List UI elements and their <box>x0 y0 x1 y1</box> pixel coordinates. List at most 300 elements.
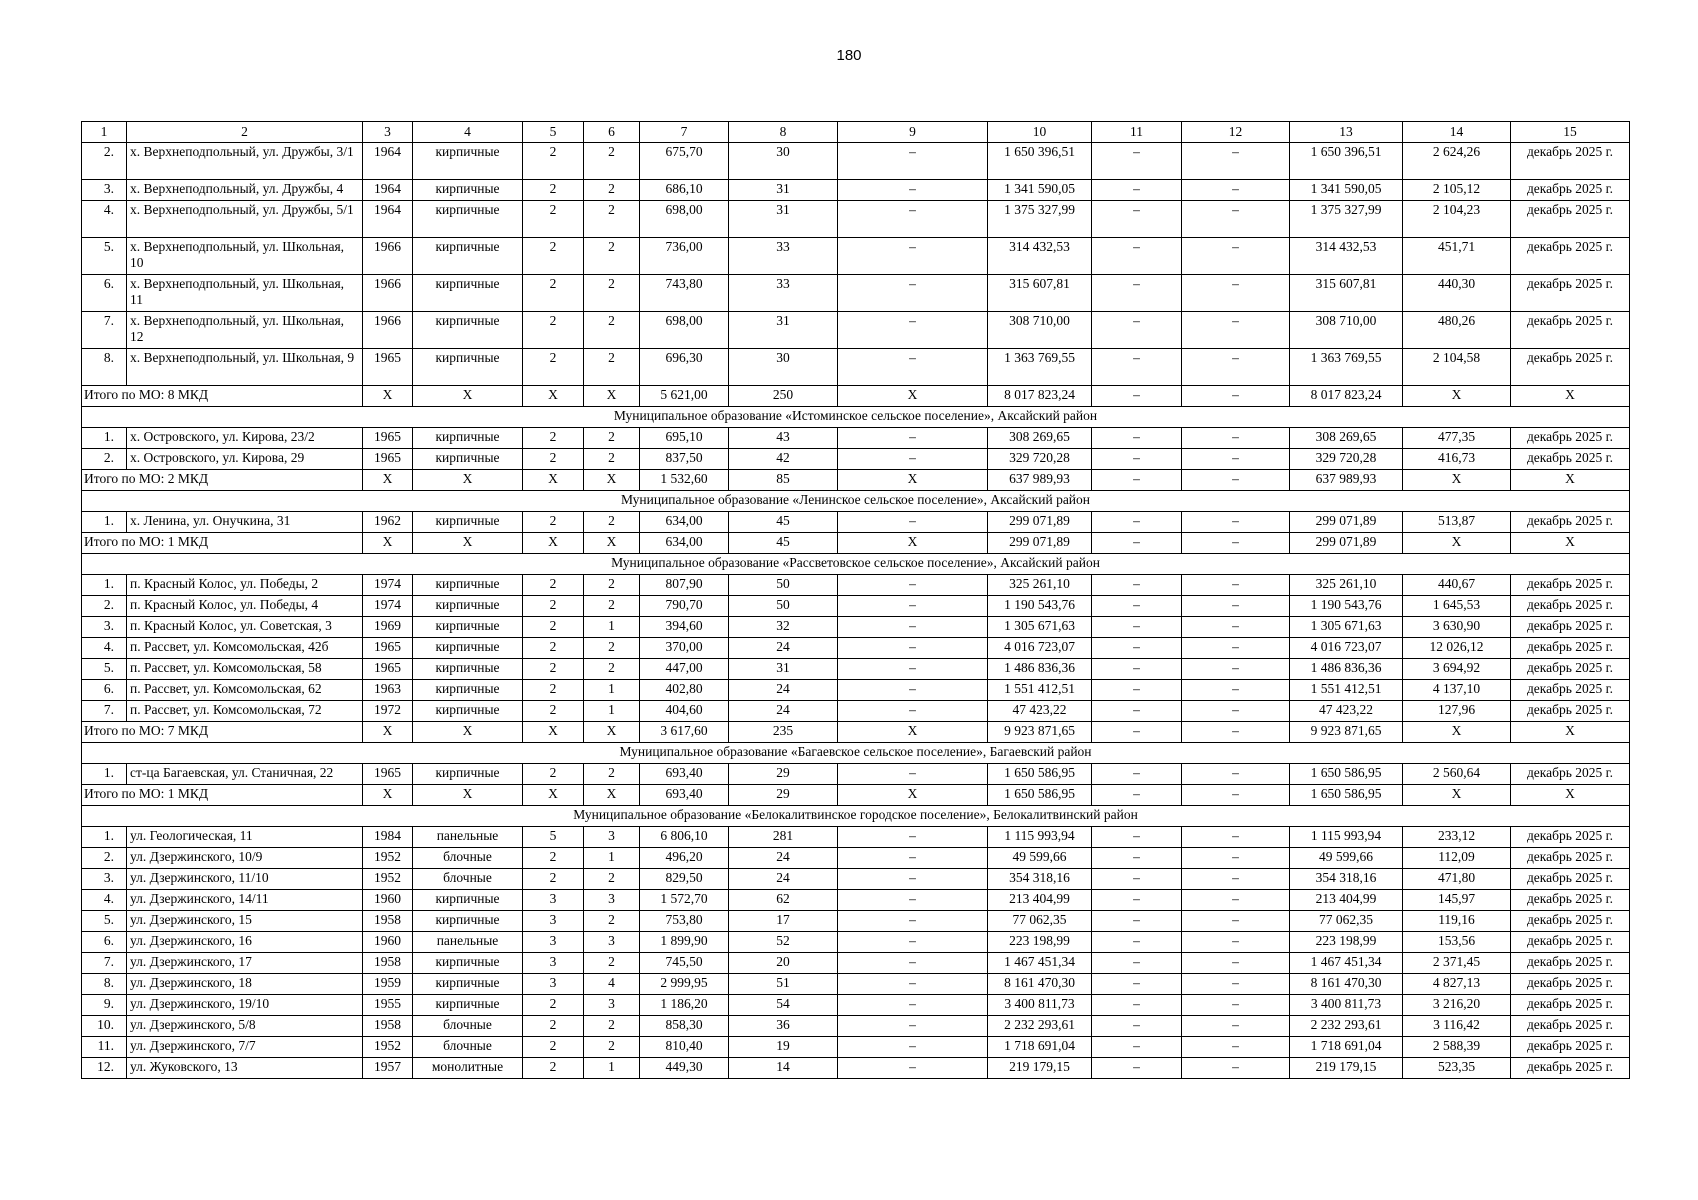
table-cell: – <box>1182 932 1290 953</box>
table-cell: 9 923 871,65 <box>988 722 1092 743</box>
table-cell: 308 710,00 <box>988 312 1092 349</box>
section-title: Муниципальное образование «Истоминское сельское поселение», Аксайский район <box>82 407 1630 428</box>
table-cell: 3 <box>584 890 640 911</box>
table-cell: – <box>1182 512 1290 533</box>
table-cell: Х <box>838 386 988 407</box>
table-cell: блочные <box>413 869 523 890</box>
table-cell: Х <box>523 470 584 491</box>
table-cell: 1. <box>82 827 127 848</box>
table-cell: 2 <box>584 201 640 238</box>
table-cell: 6. <box>82 680 127 701</box>
table-cell: – <box>1092 1058 1182 1079</box>
table-cell: 1974 <box>363 596 413 617</box>
table-cell: кирпичные <box>413 201 523 238</box>
table-cell: 2 <box>584 428 640 449</box>
table-cell: 2 <box>584 1016 640 1037</box>
table-cell: декабрь 2025 г. <box>1511 827 1630 848</box>
table-cell: 354 318,16 <box>988 869 1092 890</box>
table-cell: 1962 <box>363 512 413 533</box>
table-cell: 4. <box>82 638 127 659</box>
table-cell: 31 <box>729 180 838 201</box>
table-cell: – <box>1092 869 1182 890</box>
table-cell: 52 <box>729 932 838 953</box>
table-cell: кирпичные <box>413 701 523 722</box>
table-cell: – <box>838 596 988 617</box>
table-cell: 2 <box>523 869 584 890</box>
table-cell: 2 <box>523 638 584 659</box>
table-cell: 2 <box>584 953 640 974</box>
table-cell: 30 <box>729 143 838 180</box>
table-cell: Х <box>1403 785 1511 806</box>
section-header-row <box>82 491 1630 512</box>
table-cell: – <box>838 890 988 911</box>
column-header: 1 <box>82 122 127 143</box>
address-cell: ул. Дзержинского, 15 <box>127 911 363 932</box>
table-cell: 1 <box>584 680 640 701</box>
table-cell: 2 <box>523 848 584 869</box>
table-cell: 8. <box>82 974 127 995</box>
table-cell: 3 400 811,73 <box>1290 995 1403 1016</box>
table-cell: 8 161 470,30 <box>988 974 1092 995</box>
table-cell: – <box>1182 869 1290 890</box>
table-cell: 394,60 <box>640 617 729 638</box>
table-row <box>82 449 1630 470</box>
table-cell: 1. <box>82 764 127 785</box>
table-cell: 440,67 <box>1403 575 1511 596</box>
table-cell: 250 <box>729 386 838 407</box>
table-cell: декабрь 2025 г. <box>1511 932 1630 953</box>
table-cell: 235 <box>729 722 838 743</box>
table-cell: 1965 <box>363 428 413 449</box>
table-cell: 1 899,90 <box>640 932 729 953</box>
table-cell: 7. <box>82 953 127 974</box>
table-cell: 3 400 811,73 <box>988 995 1092 1016</box>
table-cell: 308 269,65 <box>988 428 1092 449</box>
table-cell: 1958 <box>363 953 413 974</box>
table-cell: – <box>1092 827 1182 848</box>
column-header: 15 <box>1511 122 1630 143</box>
table-cell: панельные <box>413 827 523 848</box>
table-cell: 1959 <box>363 974 413 995</box>
table-cell: 745,50 <box>640 953 729 974</box>
table-cell: 299 071,89 <box>988 533 1092 554</box>
table-cell: 2 <box>523 449 584 470</box>
table-cell: Х <box>584 470 640 491</box>
table-cell: 2 <box>523 312 584 349</box>
table-cell: декабрь 2025 г. <box>1511 349 1630 386</box>
table-cell: декабрь 2025 г. <box>1511 312 1630 349</box>
table-cell: 7. <box>82 312 127 349</box>
table-cell: 50 <box>729 575 838 596</box>
table-cell: 513,87 <box>1403 512 1511 533</box>
table-cell: – <box>1092 764 1182 785</box>
section-header-row <box>82 554 1630 575</box>
table-cell: Х <box>1403 470 1511 491</box>
table-cell: 1 363 769,55 <box>988 349 1092 386</box>
table-cell: 112,09 <box>1403 848 1511 869</box>
table-cell: 637 989,93 <box>1290 470 1403 491</box>
table-cell: 698,00 <box>640 312 729 349</box>
table-cell: 8 161 470,30 <box>1290 974 1403 995</box>
table-cell: 47 423,22 <box>1290 701 1403 722</box>
table-row <box>82 238 1630 275</box>
table-cell: 1965 <box>363 449 413 470</box>
table-cell: 1964 <box>363 180 413 201</box>
table-cell: 1 115 993,94 <box>1290 827 1403 848</box>
table-cell: 1965 <box>363 764 413 785</box>
table-cell: 1952 <box>363 848 413 869</box>
table-cell: – <box>1182 312 1290 349</box>
table-row <box>82 869 1630 890</box>
table-cell: 6. <box>82 932 127 953</box>
section-header-row <box>82 407 1630 428</box>
table-cell: – <box>1182 470 1290 491</box>
table-cell: – <box>838 827 988 848</box>
table-cell: 19 <box>729 1037 838 1058</box>
table-cell: 634,00 <box>640 533 729 554</box>
table-cell: 5 <box>523 827 584 848</box>
table-cell: – <box>1092 911 1182 932</box>
table-cell: – <box>1092 785 1182 806</box>
table-cell: Х <box>413 785 523 806</box>
address-cell: п. Рассвет, ул. Комсомольская, 58 <box>127 659 363 680</box>
table-cell: 24 <box>729 869 838 890</box>
address-cell: ст-ца Багаевская, ул. Станичная, 22 <box>127 764 363 785</box>
table-cell: декабрь 2025 г. <box>1511 890 1630 911</box>
table-cell: 2 <box>523 512 584 533</box>
table-row <box>82 1058 1630 1079</box>
table-cell: Х <box>523 722 584 743</box>
table-cell: – <box>838 680 988 701</box>
table-cell: – <box>838 449 988 470</box>
table-cell: 1 650 396,51 <box>1290 143 1403 180</box>
table-cell: 1963 <box>363 680 413 701</box>
table-cell: 637 989,93 <box>988 470 1092 491</box>
table-cell: 299 071,89 <box>1290 512 1403 533</box>
table-cell: 4 827,13 <box>1403 974 1511 995</box>
table-cell: 1 305 671,63 <box>988 617 1092 638</box>
table-cell: 1 305 671,63 <box>1290 617 1403 638</box>
table-cell: – <box>1182 785 1290 806</box>
table-cell: 2 104,58 <box>1403 349 1511 386</box>
column-header: 5 <box>523 122 584 143</box>
table-cell: кирпичные <box>413 890 523 911</box>
table-cell: – <box>1182 449 1290 470</box>
table-cell: декабрь 2025 г. <box>1511 1016 1630 1037</box>
table-cell: 1964 <box>363 143 413 180</box>
table-cell: 2 <box>584 180 640 201</box>
table-row <box>82 827 1630 848</box>
table-cell: декабрь 2025 г. <box>1511 848 1630 869</box>
table-cell: 2 <box>523 764 584 785</box>
table-cell: 329 720,28 <box>988 449 1092 470</box>
table-cell: декабрь 2025 г. <box>1511 428 1630 449</box>
table-cell: кирпичные <box>413 312 523 349</box>
table-cell: 2 <box>523 201 584 238</box>
table-cell: 20 <box>729 953 838 974</box>
table-cell: 3 <box>584 995 640 1016</box>
table-cell: 2. <box>82 143 127 180</box>
table-cell: 404,60 <box>640 701 729 722</box>
table-cell: 496,20 <box>640 848 729 869</box>
table-cell: – <box>838 312 988 349</box>
table-cell: 2. <box>82 596 127 617</box>
table-cell: – <box>838 701 988 722</box>
table-row <box>82 890 1630 911</box>
table-cell: 736,00 <box>640 238 729 275</box>
table-cell: 440,30 <box>1403 275 1511 312</box>
table-cell: 2 <box>523 701 584 722</box>
table-cell: 3 617,60 <box>640 722 729 743</box>
table-row <box>82 974 1630 995</box>
table-cell: Х <box>523 785 584 806</box>
table-cell: 31 <box>729 659 838 680</box>
table-cell: 12. <box>82 1058 127 1079</box>
table-cell: – <box>838 428 988 449</box>
table-cell: – <box>1182 533 1290 554</box>
address-cell: х. Верхнеподпольный, ул. Школьная, 12 <box>127 312 363 349</box>
table-cell: 45 <box>729 512 838 533</box>
table-cell: Х <box>413 386 523 407</box>
table-cell: – <box>838 1058 988 1079</box>
table-cell: Х <box>1403 386 1511 407</box>
table-cell: – <box>1182 827 1290 848</box>
table-cell: 2 560,64 <box>1403 764 1511 785</box>
table-cell: 743,80 <box>640 275 729 312</box>
table-cell: – <box>838 143 988 180</box>
total-label: Итого по МО: 1 МКД <box>82 533 363 554</box>
table-cell: 3 <box>584 827 640 848</box>
table-cell: 2 <box>523 143 584 180</box>
table-cell: 675,70 <box>640 143 729 180</box>
table-cell: 3 <box>523 890 584 911</box>
table-cell: 416,73 <box>1403 449 1511 470</box>
table-row <box>82 180 1630 201</box>
column-header: 2 <box>127 122 363 143</box>
table-cell: кирпичные <box>413 911 523 932</box>
table-cell: – <box>1182 764 1290 785</box>
table-cell: 1965 <box>363 638 413 659</box>
address-cell: п. Красный Колос, ул. Победы, 4 <box>127 596 363 617</box>
table-cell: 1 186,20 <box>640 995 729 1016</box>
address-cell: х. Верхнеподпольный, ул. Дружбы, 3/1 <box>127 143 363 180</box>
address-cell: ул. Дзержинского, 17 <box>127 953 363 974</box>
table-cell: 2 <box>523 596 584 617</box>
table-row <box>82 428 1630 449</box>
address-cell: х. Островского, ул. Кирова, 29 <box>127 449 363 470</box>
table-cell: 2 624,26 <box>1403 143 1511 180</box>
table-cell: – <box>1182 180 1290 201</box>
table-cell: – <box>838 995 988 1016</box>
table-cell: 315 607,81 <box>988 275 1092 312</box>
table-row <box>82 617 1630 638</box>
table-cell: 299 071,89 <box>988 512 1092 533</box>
table-cell: 32 <box>729 617 838 638</box>
table-cell: 119,16 <box>1403 911 1511 932</box>
table-cell: 54 <box>729 995 838 1016</box>
table-cell: декабрь 2025 г. <box>1511 701 1630 722</box>
table-cell: 1966 <box>363 312 413 349</box>
table-cell: 9. <box>82 995 127 1016</box>
table-cell: 1 551 412,51 <box>988 680 1092 701</box>
total-label: Итого по МО: 8 МКД <box>82 386 363 407</box>
table-row <box>82 1016 1630 1037</box>
table-cell: 5. <box>82 659 127 680</box>
table-cell: декабрь 2025 г. <box>1511 449 1630 470</box>
column-header: 3 <box>363 122 413 143</box>
table-cell: Х <box>363 533 413 554</box>
table-cell: 1 115 993,94 <box>988 827 1092 848</box>
table-cell: – <box>1092 932 1182 953</box>
table-cell: Х <box>363 386 413 407</box>
table-cell: 2 <box>584 596 640 617</box>
table-cell: Х <box>838 470 988 491</box>
table-cell: 1 190 543,76 <box>1290 596 1403 617</box>
section-title: Муниципальное образование «Белокалитвинское городское поселение», Белокалитвинский район <box>82 806 1630 827</box>
table-cell: 402,80 <box>640 680 729 701</box>
table-cell: – <box>1092 617 1182 638</box>
table-cell: 219 179,15 <box>988 1058 1092 1079</box>
table-cell: – <box>1092 449 1182 470</box>
table-cell: 213 404,99 <box>1290 890 1403 911</box>
table-cell: декабрь 2025 г. <box>1511 659 1630 680</box>
table-cell: 1974 <box>363 575 413 596</box>
table-cell: декабрь 2025 г. <box>1511 911 1630 932</box>
table-cell: 1969 <box>363 617 413 638</box>
table-row <box>82 201 1630 238</box>
table-cell: Х <box>1511 470 1630 491</box>
table-cell: 3. <box>82 180 127 201</box>
table-cell: 77 062,35 <box>1290 911 1403 932</box>
address-cell: х. Верхнеподпольный, ул. Школьная, 11 <box>127 275 363 312</box>
table-cell: декабрь 2025 г. <box>1511 995 1630 1016</box>
table-cell: 50 <box>729 596 838 617</box>
total-label: Итого по МО: 2 МКД <box>82 470 363 491</box>
address-cell: ул. Дзержинского, 7/7 <box>127 1037 363 1058</box>
table-cell: кирпичные <box>413 275 523 312</box>
table-cell: – <box>1182 428 1290 449</box>
table-cell: 2 588,39 <box>1403 1037 1511 1058</box>
table-cell: кирпичные <box>413 995 523 1016</box>
table-cell: кирпичные <box>413 638 523 659</box>
table-cell: – <box>1182 201 1290 238</box>
table-cell: 1 486 836,36 <box>988 659 1092 680</box>
address-cell: ул. Дзержинского, 19/10 <box>127 995 363 1016</box>
table-cell: 9 923 871,65 <box>1290 722 1403 743</box>
table-cell: 4 016 723,07 <box>988 638 1092 659</box>
table-cell: 2 232 293,61 <box>1290 1016 1403 1037</box>
table-cell: Х <box>838 722 988 743</box>
table-cell: 1 363 769,55 <box>1290 349 1403 386</box>
table-cell: декабрь 2025 г. <box>1511 275 1630 312</box>
table-cell: кирпичные <box>413 428 523 449</box>
table-cell: 1960 <box>363 932 413 953</box>
table-cell: – <box>1182 386 1290 407</box>
table-cell: 3 <box>523 932 584 953</box>
table-cell: – <box>1182 575 1290 596</box>
table-cell: – <box>1092 701 1182 722</box>
table-cell: панельные <box>413 932 523 953</box>
table-row <box>82 911 1630 932</box>
table-cell: 2 <box>584 575 640 596</box>
table-body <box>82 122 1630 1079</box>
table-cell: 2 <box>523 659 584 680</box>
table-cell: декабрь 2025 г. <box>1511 596 1630 617</box>
address-cell: х. Верхнеподпольный, ул. Дружбы, 5/1 <box>127 201 363 238</box>
table-cell: – <box>1092 575 1182 596</box>
table-cell: кирпичные <box>413 953 523 974</box>
table-cell: Х <box>363 785 413 806</box>
table-cell: – <box>838 1016 988 1037</box>
table-cell: 1 <box>584 1058 640 1079</box>
table-cell: кирпичные <box>413 238 523 275</box>
table-cell: – <box>1182 995 1290 1016</box>
table-cell: 2 <box>584 312 640 349</box>
table-cell: 1 645,53 <box>1403 596 1511 617</box>
table-cell: – <box>1182 848 1290 869</box>
table-cell: 837,50 <box>640 449 729 470</box>
address-cell: х. Островского, ул. Кирова, 23/2 <box>127 428 363 449</box>
table-cell: – <box>1092 143 1182 180</box>
table-cell: – <box>1182 953 1290 974</box>
table-row <box>82 659 1630 680</box>
table-cell: декабрь 2025 г. <box>1511 201 1630 238</box>
table-cell: кирпичные <box>413 143 523 180</box>
table-cell: 2 <box>584 143 640 180</box>
table-cell: 2 <box>584 349 640 386</box>
table-cell: 2 105,12 <box>1403 180 1511 201</box>
table-cell: декабрь 2025 г. <box>1511 575 1630 596</box>
table-cell: – <box>1092 470 1182 491</box>
table-cell: декабрь 2025 г. <box>1511 869 1630 890</box>
table-cell: 4 <box>584 974 640 995</box>
table-cell: 219 179,15 <box>1290 1058 1403 1079</box>
table-cell: декабрь 2025 г. <box>1511 180 1630 201</box>
table-cell: – <box>1182 638 1290 659</box>
table-cell: кирпичные <box>413 974 523 995</box>
table-cell: Х <box>838 785 988 806</box>
table-cell: 4. <box>82 890 127 911</box>
table-cell: 3 694,92 <box>1403 659 1511 680</box>
table-cell: 2 999,95 <box>640 974 729 995</box>
table-cell: 12 026,12 <box>1403 638 1511 659</box>
table-cell: 47 423,22 <box>988 701 1092 722</box>
table-cell: 1. <box>82 575 127 596</box>
table-cell: 2 <box>523 1016 584 1037</box>
table-cell: 1 718 691,04 <box>988 1037 1092 1058</box>
table-cell: 2 <box>584 238 640 275</box>
table-cell: 3 116,42 <box>1403 1016 1511 1037</box>
table-cell: 314 432,53 <box>988 238 1092 275</box>
table-header-row <box>82 122 1630 143</box>
table-cell: 3. <box>82 869 127 890</box>
table-cell: – <box>1092 349 1182 386</box>
table-cell: – <box>1092 638 1182 659</box>
table-cell: – <box>1092 201 1182 238</box>
table-cell: Х <box>584 722 640 743</box>
table-cell: 693,40 <box>640 785 729 806</box>
table-cell: 2 <box>584 275 640 312</box>
table-cell: Х <box>413 470 523 491</box>
table-cell: 315 607,81 <box>1290 275 1403 312</box>
table-cell: 2 <box>584 512 640 533</box>
table-cell: 1 190 543,76 <box>988 596 1092 617</box>
table-cell: блочные <box>413 1037 523 1058</box>
table-cell: – <box>1182 680 1290 701</box>
table-cell: Х <box>1511 722 1630 743</box>
column-header: 9 <box>838 122 988 143</box>
table-cell: 308 710,00 <box>1290 312 1403 349</box>
